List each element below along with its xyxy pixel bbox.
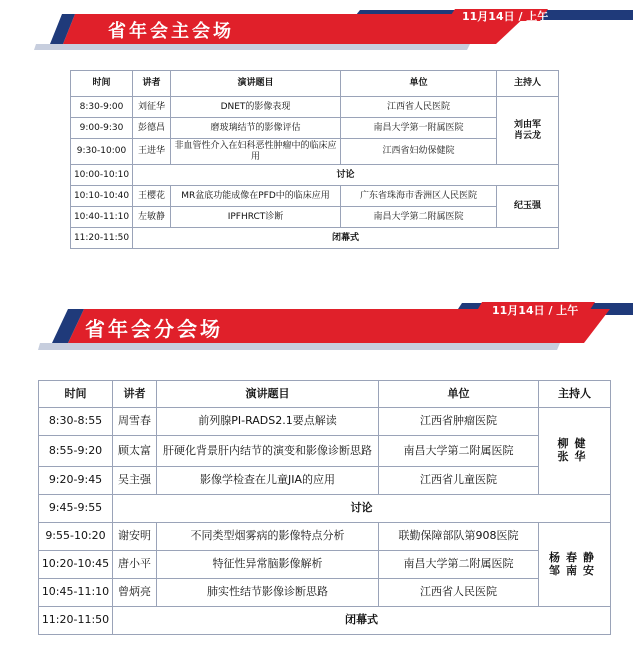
topic-cell: 肝硬化背景肝内结节的演变和影像诊断思路 — [157, 436, 379, 467]
host-name: 纪玉强 — [513, 201, 541, 212]
unit-cell: 江西省人民医院 — [341, 97, 497, 118]
table-row — [71, 139, 559, 165]
unit-cell: 广东省珠海市香洲区人民医院 — [341, 186, 497, 207]
table-row — [71, 165, 559, 186]
time-cell: 8:30-8:55 — [39, 408, 113, 436]
branch-venue-schedule-table — [38, 380, 611, 635]
speaker-cell: 唐小平 — [113, 551, 157, 579]
speaker-cell: 刘征华 — [133, 97, 171, 118]
unit-cell: 江西省儿童医院 — [379, 467, 539, 495]
host-cell — [539, 408, 611, 495]
host-name: 刘由军 — [513, 120, 541, 131]
speaker-cell: 曾炳亮 — [113, 579, 157, 607]
table-row — [71, 228, 559, 249]
time-cell: 9:00-9:30 — [71, 118, 133, 139]
table-row — [39, 523, 611, 551]
unit-cell: 南昌大学第一附属医院 — [341, 118, 497, 139]
table-row — [39, 408, 611, 436]
main-venue-schedule-table — [70, 70, 559, 249]
unit-cell: 南昌大学第二附属医院 — [379, 551, 539, 579]
host-cell — [497, 97, 559, 165]
unit-cell: 南昌大学第二附属医院 — [341, 207, 497, 228]
speaker-cell: 王进华 — [133, 139, 171, 165]
speaker-cell: 左敏静 — [133, 207, 171, 228]
discussion-cell: 讨论 — [113, 495, 611, 523]
table-row — [71, 207, 559, 228]
time-cell: 10:40-11:10 — [71, 207, 133, 228]
speaker-cell: 谢安明 — [113, 523, 157, 551]
unit-cell: 联勤保障部队第908医院 — [379, 523, 539, 551]
time-cell: 9:55-10:20 — [39, 523, 113, 551]
header-topic: 演讲题目 — [157, 381, 379, 408]
time-cell: 9:45-9:55 — [39, 495, 113, 523]
speaker-cell: 周雪春 — [113, 408, 157, 436]
time-cell: 10:45-11:10 — [39, 579, 113, 607]
section2-date: 11月14日 / 上午 — [492, 304, 579, 317]
unit-cell: 江西省肿瘤医院 — [379, 408, 539, 436]
host-cell — [497, 186, 559, 228]
section2-banner — [0, 295, 633, 355]
header-speaker: 讲者 — [113, 381, 157, 408]
header-unit: 单位 — [341, 71, 497, 97]
header-host: 主持人 — [497, 71, 559, 97]
topic-cell: 磨玻璃结节的影像评估 — [171, 118, 341, 139]
time-cell: 9:30-10:00 — [71, 139, 133, 165]
table-row — [71, 186, 559, 207]
topic-cell: 影像学检查在儿童JIA的应用 — [157, 467, 379, 495]
host-name: 柳健 — [557, 437, 592, 451]
host-name: 张华 — [557, 450, 592, 463]
closing-cell: 闭幕式 — [133, 228, 559, 249]
time-cell: 11:20-11:50 — [71, 228, 133, 249]
host-name: 邹南安 — [549, 563, 600, 577]
table-row — [39, 467, 611, 495]
section2-title: 省年会分会场 — [85, 317, 223, 341]
section1-title: 省年会主会场 — [108, 21, 234, 42]
table-row — [39, 436, 611, 467]
header-speaker: 讲者 — [133, 71, 171, 97]
table-header-row — [71, 71, 559, 97]
topic-cell: DNET的影像表现 — [171, 97, 341, 118]
table-row — [71, 97, 559, 118]
speaker-cell: 顾太富 — [113, 436, 157, 467]
topic-cell: 肺实性结节影像诊断思路 — [157, 579, 379, 607]
table-row — [39, 551, 611, 579]
speaker-cell: 吴主强 — [113, 467, 157, 495]
table-row — [39, 495, 611, 523]
host-cell — [539, 523, 611, 607]
speaker-cell: 彭德昌 — [133, 118, 171, 139]
header-unit: 单位 — [379, 381, 539, 408]
table-row — [71, 118, 559, 139]
time-cell: 8:30-9:00 — [71, 97, 133, 118]
topic-cell: 特征性异常脑影像解析 — [157, 551, 379, 579]
time-cell: 10:20-10:45 — [39, 551, 113, 579]
header-topic: 演讲题目 — [171, 71, 341, 97]
closing-cell: 闭幕式 — [113, 607, 611, 635]
header-time: 时间 — [39, 381, 113, 408]
unit-cell: 江西省妇幼保健院 — [341, 139, 497, 165]
speaker-cell: 王樱花 — [133, 186, 171, 207]
header-time: 时间 — [71, 71, 133, 97]
time-cell: 10:00-10:10 — [71, 165, 133, 186]
topic-cell: 非血管性介入在妇科恶性肿瘤中的临床应用 — [171, 139, 341, 165]
time-cell: 9:20-9:45 — [39, 467, 113, 495]
section1-date: 11月14日 / 上午 — [462, 10, 549, 23]
topic-cell: 前列腺PI-RADS2.1要点解读 — [157, 408, 379, 436]
unit-cell: 江西省人民医院 — [379, 579, 539, 607]
unit-cell: 南昌大学第二附属医院 — [379, 436, 539, 467]
topic-cell: IPFHRCT诊断 — [171, 207, 341, 228]
topic-cell: MR盆底功能成像在PFD中的临床应用 — [171, 186, 341, 207]
section1-banner — [0, 0, 633, 50]
table-row — [39, 579, 611, 607]
header-host: 主持人 — [539, 381, 611, 408]
topic-cell: 不同类型烟雾病的影像特点分析 — [157, 523, 379, 551]
time-cell: 8:55-9:20 — [39, 436, 113, 467]
host-name: 杨春静 — [549, 550, 600, 564]
discussion-cell: 讨论 — [133, 165, 559, 186]
time-cell: 10:10-10:40 — [71, 186, 133, 207]
time-cell: 11:20-11:50 — [39, 607, 113, 635]
table-row — [39, 607, 611, 635]
host-name: 肖云龙 — [513, 130, 541, 141]
table-header-row — [39, 381, 611, 408]
